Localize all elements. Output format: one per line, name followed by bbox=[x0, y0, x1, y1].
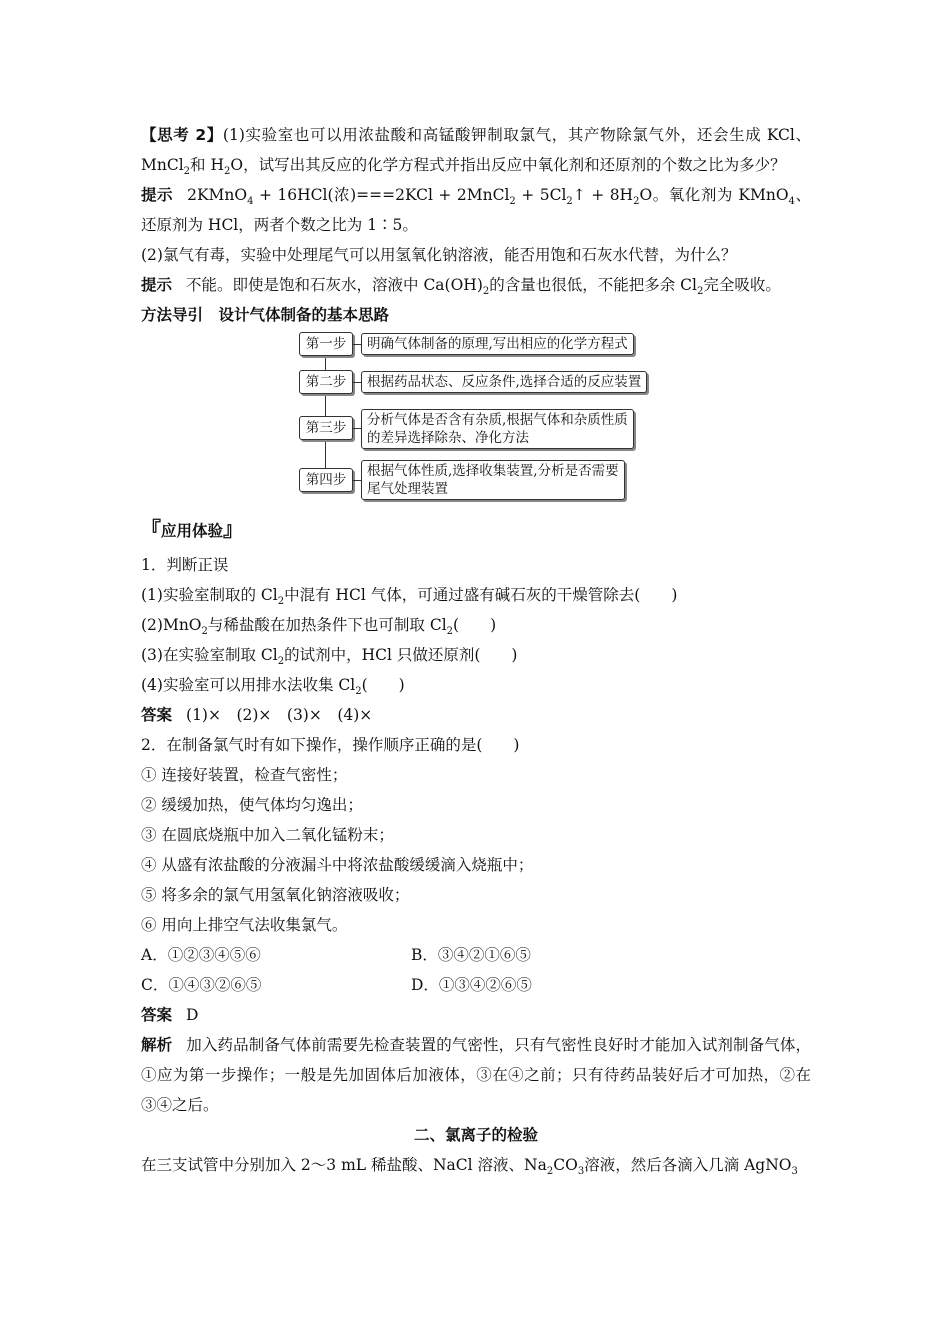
flow-desc-4: 根据气体性质,选择收集装置,分析是否需要 尾气处理装置 bbox=[361, 460, 625, 500]
hint-label: 提示 bbox=[141, 276, 173, 294]
question-1-title: 1．判断正误 bbox=[141, 556, 229, 574]
q2-options-row-2 bbox=[141, 970, 811, 1000]
flow-desc-1: 明确气体制备的原理,写出相应的化学方程式 bbox=[361, 333, 634, 355]
q2-options-row-1 bbox=[141, 940, 811, 970]
think-question-1: 【思考 2】(1)实验室也可以用浓盐酸和高锰酸钾制取氯气，其产物除氯气外，还会生成 KCl、MnCl$_2$和 $H_2O$，试写出其反应的化学方程式并指出反应中氧化剂和还原剂的个数之比为多少？ bbox=[141, 126, 811, 178]
hint-1: 提示 2KMnO$_4$ + 16HCl(浓)===2KCl + 2MnCl$_2$ + $5Cl_2↑ + 8H_2O$。氧化剂为 KMnO$_4$、还原剂为 HCl，两者个数之比为 1∶5。 bbox=[141, 186, 811, 234]
option-b: B．③④②①⑥⑤ bbox=[411, 946, 531, 964]
q2-step-2: ② 缓缓加热，使气体均匀逸出； bbox=[141, 796, 363, 814]
hint-2: 提示 不能。即使是饱和石灰水，溶液中 $Ca(OH)_2$的含量也很低，不能把多余 $Cl_2$完全吸收。 bbox=[141, 276, 781, 298]
method-guide-title: 方法导引 设计气体制备的基本思路 bbox=[141, 306, 390, 324]
q2-step-1: ① 连接好装置，检查气密性； bbox=[141, 766, 348, 784]
think-tag: 【思考 2】 bbox=[141, 126, 223, 144]
flow-connector-line bbox=[325, 344, 326, 484]
q1-item-3: (3)在实验室制取 $Cl_2$的试剂中，HCl 只做还原剂( ) bbox=[141, 646, 518, 668]
q1-answer: 答案 (1)× (2)× (3)× (4)× bbox=[141, 706, 373, 724]
q2-step-6: ⑥ 用向上排空气法收集氯气。 bbox=[141, 916, 348, 934]
option-a: A．①②③④⑤⑥ bbox=[141, 946, 261, 964]
hint-label: 提示 bbox=[141, 186, 174, 204]
q2-step-5: ⑤ 将多余的氯气用氢氧化钠溶液吸收； bbox=[141, 886, 410, 904]
flow-desc-3: 分析气体是否含有杂质,根据气体和杂质性质 的差异选择除杂、净化方法 bbox=[361, 409, 634, 449]
apply-experience-heading: 『应用体验』 bbox=[141, 517, 244, 541]
q1-item-1: (1)实验室制取的 $Cl_2$中混有 HCl 气体，可通过盛有碱石灰的干燥管除去( ) bbox=[141, 586, 678, 608]
document-content bbox=[141, 120, 811, 1180]
gas-preparation-flowchart bbox=[299, 332, 659, 502]
think-question-2: (2)氯气有毒，实验中处理尾气可以用氢氧化钠溶液，能否用饱和石灰水代替，为什么？ bbox=[141, 246, 737, 264]
flow-step-2: 第二步 bbox=[299, 370, 353, 394]
q1-item-2: (2)MnO$_2$与稀盐酸在加热条件下也可制取 $Cl_2$( ) bbox=[141, 616, 497, 638]
flow-step-3: 第三步 bbox=[299, 416, 353, 440]
q2-analysis: 解析 加入药品制备气体前需要先检查装置的气密性，只有气密性良好时才能加入试剂制备气体，①应为第一步操作；一般是先加固体后加液体，③在④之前；只有待药品装好后才可加热，②在③④之后。 bbox=[141, 1036, 811, 1114]
option-d: D．①③④②⑥⑤ bbox=[411, 976, 532, 994]
section-2-title: 二、氯离子的检验 bbox=[413, 1126, 538, 1144]
flow-step-1: 第一步 bbox=[299, 332, 353, 356]
question-2-title: 2．在制备氯气时有如下操作，操作顺序正确的是( ) bbox=[141, 736, 520, 754]
section-2-intro: 在三支试管中分别加入 2～3 mL 稀盐酸、NaCl 溶液、$Na_2CO_3$溶液，然后各滴入几滴 AgNO$_3$ bbox=[141, 1156, 798, 1178]
flow-step-4: 第四步 bbox=[299, 468, 353, 492]
q2-step-3: ③ 在圆底烧瓶中加入二氧化锰粉末； bbox=[141, 826, 394, 844]
q2-answer: 答案 D bbox=[141, 1006, 199, 1024]
q1-item-4: (4)实验室可以用排水法收集 $Cl_2$( ) bbox=[141, 676, 405, 698]
flow-desc-2: 根据药品状态、反应条件,选择合适的反应装置 bbox=[361, 371, 647, 393]
option-c: C．①④③②⑥⑤ bbox=[141, 976, 262, 994]
q2-step-4: ④ 从盛有浓盐酸的分液漏斗中将浓盐酸缓缓滴入烧瓶中； bbox=[141, 856, 534, 874]
